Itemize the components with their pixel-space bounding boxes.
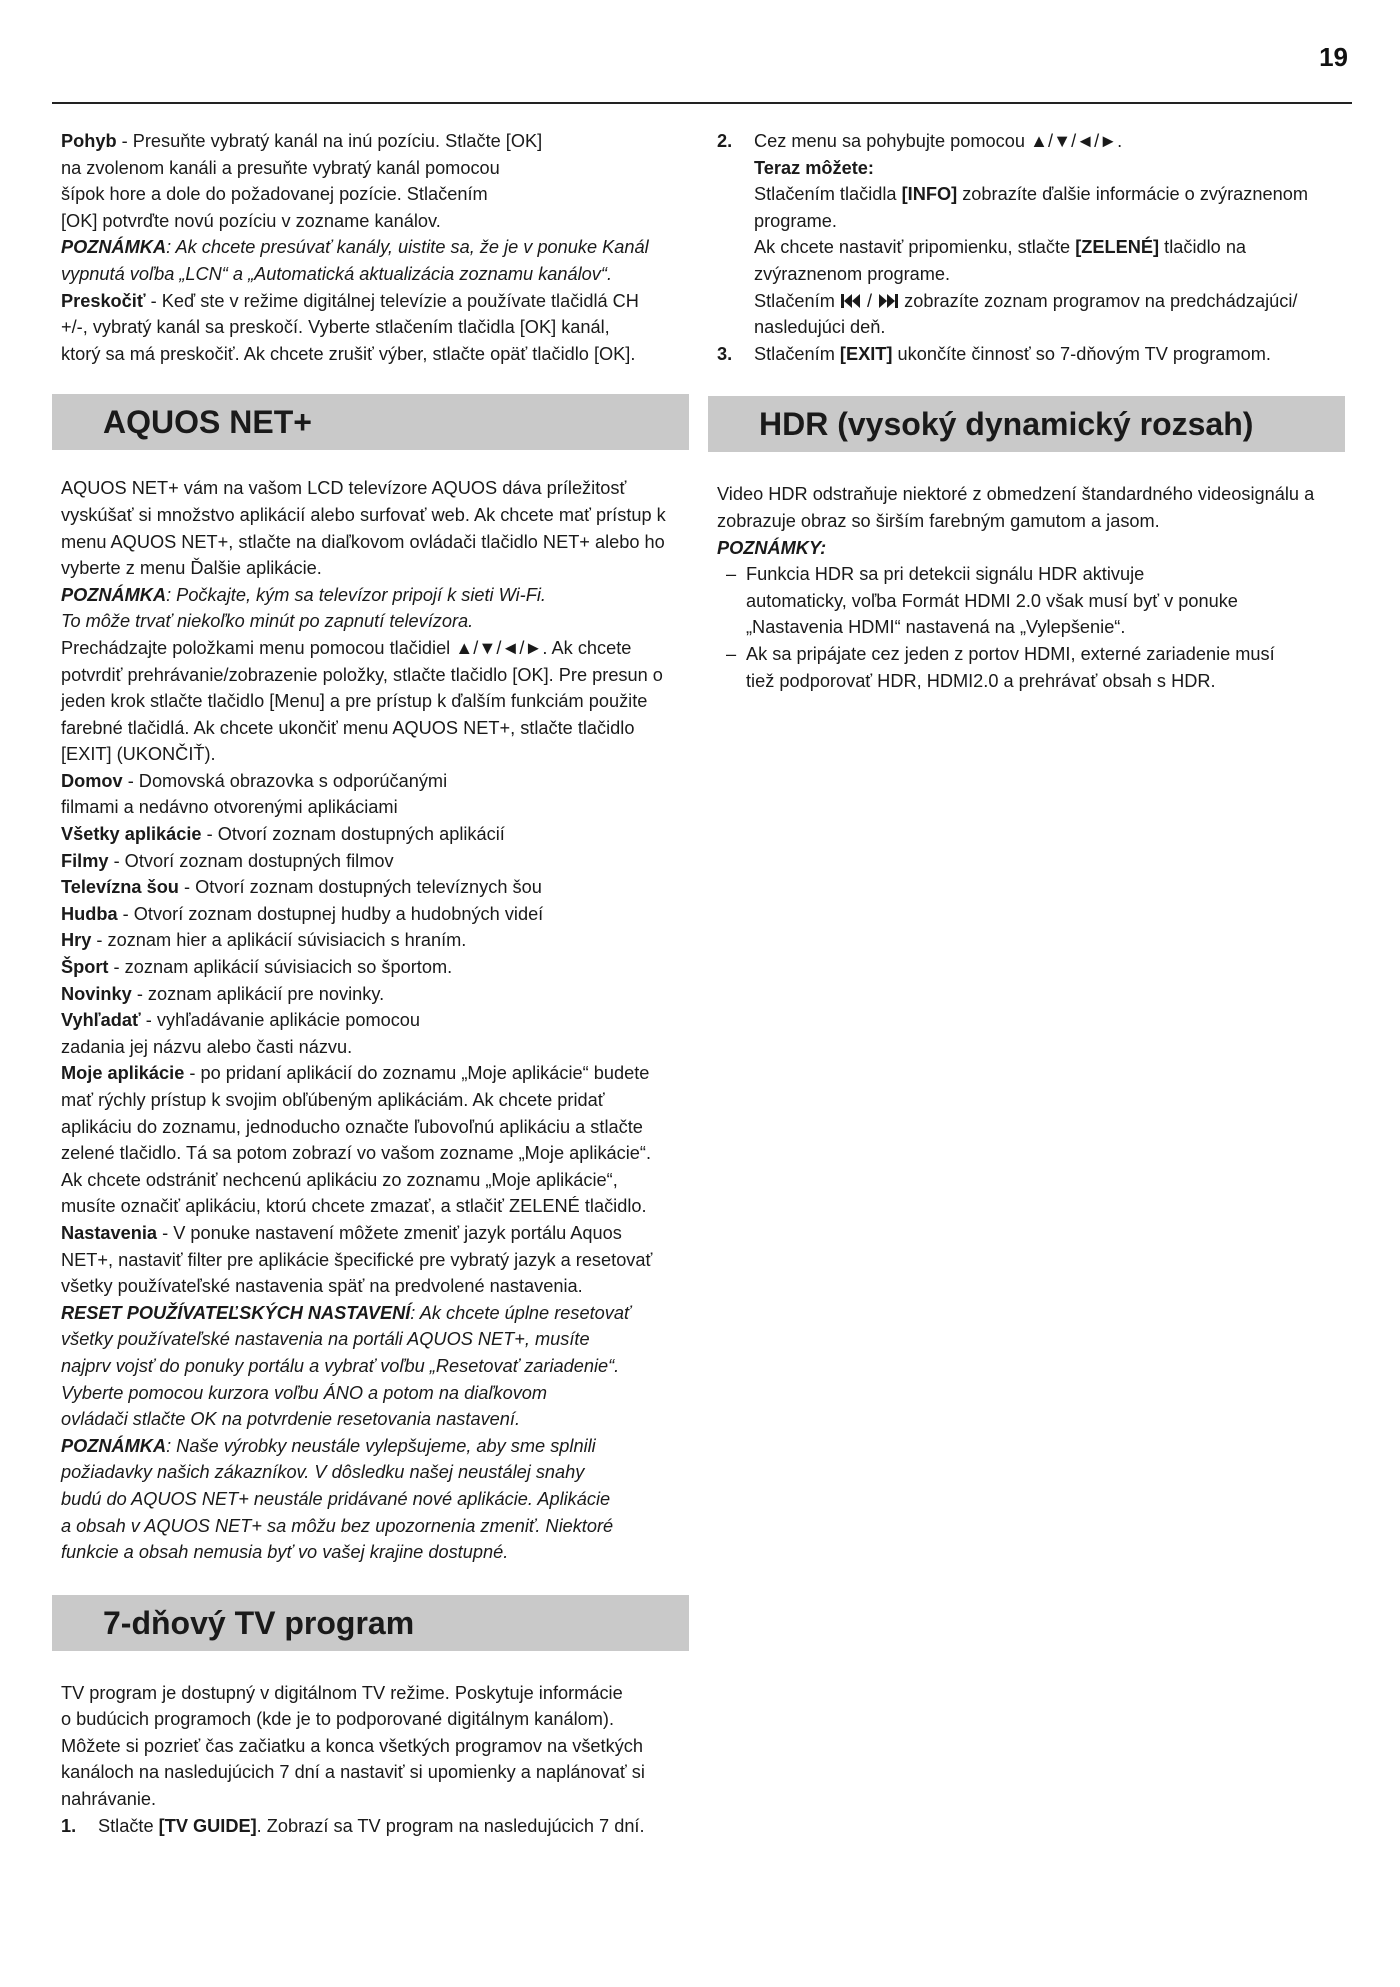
- body-text: ktorý sa má preskočiť. Ak chcete zrušiť výber, stlačte opäť tlačidlo [OK].: [61, 343, 636, 364]
- tv-guide-key-label: [TV GUIDE]: [158, 1815, 257, 1836]
- body-text: - Otvorí zoznam dostupných aplikácií: [201, 824, 505, 845]
- text-line: [61, 1300, 689, 1327]
- bold-term: Hudba: [61, 903, 118, 924]
- step-text: Stlačením tlačidla: [754, 184, 902, 205]
- note-label: POZNÁMKA: [61, 1435, 167, 1456]
- bold-term: Domov: [61, 770, 123, 791]
- text-line: [61, 1273, 689, 1300]
- text-line: [61, 981, 689, 1008]
- step-number: 2.: [717, 131, 733, 151]
- step-text: ukončíte činnosť so 7-dňovým TV programom.: [892, 343, 1271, 364]
- note-label: POZNÁMKA: [61, 237, 167, 258]
- body-text: kanáloch na nasledujúcich 7 dní a nastaviť si upomienky a naplánovať si: [61, 1762, 645, 1783]
- note-text: : Ak chcete úplne resetovať: [410, 1302, 631, 1323]
- body-text: musíte označiť aplikáciu, ktorú chcete zmazať, a stlačiť ZELENÉ tlačidlo.: [61, 1196, 647, 1217]
- text-line: [61, 901, 689, 928]
- bold-term: Hry: [61, 930, 92, 951]
- skip-previous-icon: [840, 292, 862, 310]
- step-text: Stlačte: [98, 1815, 159, 1836]
- text-line: [61, 768, 689, 795]
- text-line: [61, 848, 689, 875]
- body-text: - V ponuke nastavení môžete zmeniť jazyk portálu Aquos: [157, 1222, 622, 1243]
- dash-bullet: –: [726, 564, 737, 585]
- hdr-title: HDR (vysoký dynamický rozsah): [759, 406, 1254, 443]
- body-text: vyskúšať si množstvo aplikácií alebo surfovať web. Ak chcete mať prístup k: [61, 504, 666, 525]
- body-text: Ak chcete odstrániť nechcenú aplikáciu zo zoznamu „Moje aplikácie“,: [61, 1169, 618, 1190]
- text-line: [61, 261, 689, 288]
- step-text: /: [861, 290, 878, 311]
- aquos-net-section-header: [52, 394, 689, 450]
- text-line: [61, 1680, 689, 1707]
- body-text: na zvolenom kanáli a presuňte vybratý kanál pomocou: [61, 157, 500, 178]
- body-text: všetky používateľské nastavenia späť na predvolené nastavenia.: [61, 1276, 583, 1297]
- text-line: [61, 1706, 689, 1733]
- text-line: [61, 1114, 689, 1141]
- text-line: [61, 608, 689, 635]
- body-text: - Otvorí zoznam dostupných televíznych šou: [178, 877, 542, 898]
- body-text: +/-, vybratý kanál sa preskočí. Vyberte stlačením tlačidla [OK] kanál,: [61, 317, 610, 338]
- text-line: [61, 1247, 689, 1274]
- skip-next-icon: [877, 292, 899, 310]
- green-key-label: [ZELENÉ]: [1075, 237, 1160, 258]
- text-line: [61, 1060, 689, 1087]
- step-text: programe.: [754, 210, 837, 231]
- text-line: [61, 502, 689, 529]
- bold-term: Všetky aplikácie: [61, 824, 202, 845]
- exit-key-label: [EXIT]: [839, 343, 893, 364]
- epg-body: [52, 1680, 689, 1813]
- header-rule: [52, 102, 1352, 104]
- body-text: mať rýchly prístup k svojim obľúbeným aplikáciám. Ak chcete pridať: [61, 1090, 605, 1110]
- text-line: [61, 155, 689, 182]
- body-text: - po pridaní aplikácií do zoznamu „Moje aplikácie“ budete: [184, 1063, 650, 1084]
- step-text: Ak chcete nastaviť pripomienku, stlačte: [754, 237, 1076, 258]
- text-line: [61, 1193, 689, 1220]
- body-text: menu AQUOS NET+, stlačte na diaľkovom ovládači tlačidlo NET+ alebo ho: [61, 531, 665, 552]
- body-text: [EXIT] (UKONČIŤ).: [61, 744, 216, 765]
- bold-term: Novinky: [61, 983, 132, 1004]
- text-line: [61, 555, 689, 582]
- text-line: [61, 1220, 689, 1247]
- note-text: a obsah v AQUOS NET+ sa môžu bez upozornenia zmeniť. Niektoré: [61, 1515, 614, 1536]
- hdr-intro-line: Video HDR odstraňuje niektoré z obmedzení štandardného videosignálu a: [717, 484, 1315, 505]
- note-label: RESET POUŽÍVATEĽSKÝCH NASTAVENÍ: [61, 1302, 411, 1323]
- note-text: : Naše výrobky neustále vylepšujeme, aby sme splnili: [166, 1435, 596, 1456]
- note-text: ovládači stlačte OK na potvrdenie resetovania nastavení.: [61, 1409, 521, 1430]
- body-text: - Keď ste v režime digitálnej televízie a používate tlačidlá CH: [145, 290, 639, 311]
- text-line: [61, 715, 689, 742]
- text-line: [61, 927, 689, 954]
- note-text: tiež podporovať HDR, HDMI2.0 a prehrávať obsah s HDR.: [746, 670, 1216, 691]
- text-line: [61, 662, 689, 689]
- text-line: [61, 635, 689, 662]
- text-line: [61, 1007, 689, 1034]
- text-line: [61, 314, 689, 341]
- step-text: nasledujúci deň.: [754, 317, 886, 338]
- text-line: [61, 208, 689, 235]
- body-text: zelené tlačidlo. Tá sa potom zobrazí vo vašom zozname „Moje aplikácie“.: [61, 1143, 652, 1164]
- left-column: [52, 128, 689, 1839]
- text-line: [61, 1759, 689, 1786]
- text-line: [61, 1513, 689, 1540]
- text-line: [61, 288, 689, 315]
- step-subheading: Teraz môžete:: [754, 157, 874, 178]
- step-text: zobrazíte zoznam programov na predchádzajúci/: [899, 290, 1298, 311]
- hdr-note-1: [726, 561, 1345, 641]
- step-text: . Zobrazí sa TV program na nasledujúcich 7 dní.: [256, 1815, 645, 1836]
- bold-term: Nastavenia: [61, 1222, 158, 1243]
- aquos-net-title: AQUOS NET+: [103, 404, 312, 441]
- note-text: : Ak chcete presúvať kanály, uistite sa, že je v ponuke Kanál: [166, 237, 649, 258]
- bold-term: Pohyb: [61, 131, 117, 151]
- body-text: o budúcich programoch (kde je to podporované digitálnym kanálom).: [61, 1709, 615, 1730]
- note-text: Vyberte pomocou kurzora voľbu ÁNO a potom na diaľkovom: [61, 1382, 548, 1403]
- epg-step-3: [717, 341, 1345, 368]
- body-text: potvrdiť prehrávanie/zobrazenie položky, stlačte tlačidlo [OK]. Pre presun o: [61, 664, 663, 685]
- text-line: [61, 1140, 689, 1167]
- body-text: [OK] potvrďte novú pozíciu v zozname kanálov.: [61, 210, 441, 231]
- body-text: - zoznam aplikácií súvisiacich so športom.: [108, 957, 453, 978]
- text-line: [61, 1486, 689, 1513]
- note-text: To môže trvať niekoľko minút po zapnutí televízora.: [61, 611, 474, 632]
- step-text: tlačidlo na: [1159, 237, 1247, 258]
- hdr-section-header: [708, 396, 1345, 452]
- step-text: Stlačením: [754, 343, 840, 364]
- text-line: [61, 874, 689, 901]
- step-text: zvýraznenom programe.: [754, 263, 951, 284]
- body-text: vyberte z menu Ďalšie aplikácie.: [61, 558, 322, 579]
- note-text: všetky používateľské nastavenia na portáli AQUOS NET+, musíte: [61, 1329, 590, 1350]
- body-text: Môžete si pozrieť čas začiatku a konca všetkých programov na všetkých: [61, 1735, 643, 1756]
- text-line: [61, 688, 689, 715]
- text-line: [61, 128, 689, 155]
- text-line: [61, 741, 689, 768]
- body-text: - zoznam aplikácií pre novinky.: [131, 983, 385, 1004]
- note-text: Ak sa pripájate cez jeden z portov HDMI, externé zariadenie musí: [746, 643, 1275, 664]
- dash-bullet: –: [726, 643, 737, 664]
- aquos-net-body: [52, 475, 689, 1565]
- text-line: [61, 1353, 689, 1380]
- text-line: [61, 1459, 689, 1486]
- body-text: zadania jej názvu alebo časti názvu.: [61, 1036, 353, 1057]
- bold-term: Filmy: [61, 850, 109, 871]
- note-label: POZNÁMKA: [61, 584, 167, 605]
- note-text: Funkcia HDR sa pri detekcii signálu HDR aktivuje: [746, 564, 1145, 585]
- body-text: nahrávanie.: [61, 1789, 157, 1810]
- body-text: filmami a nedávno otvorenými aplikáciami: [61, 797, 398, 818]
- text-line: [61, 1034, 689, 1061]
- epg-title: 7-dňový TV program: [103, 1604, 415, 1641]
- body-text: - Otvorí zoznam dostupnej hudby a hudobných videí: [117, 903, 544, 924]
- step-number: 1.: [61, 1815, 77, 1836]
- body-text: - zoznam hier a aplikácií súvisiacich s hraním.: [91, 930, 467, 951]
- text-line: [61, 1326, 689, 1353]
- note-text: budú do AQUOS NET+ neustále pridávané nové aplikácie. Aplikácie: [61, 1488, 611, 1509]
- hdr-intro-line: zobrazuje obraz so širším farebným gamutom a jasom.: [717, 510, 1160, 531]
- body-text: - Domovská obrazovka s odporúčanými: [122, 770, 448, 791]
- step-text: zobrazíte ďalšie informácie o zvýraznenom: [957, 184, 1308, 205]
- text-line: [61, 341, 689, 368]
- text-line: [61, 582, 689, 609]
- text-line: [61, 181, 689, 208]
- step-text: Cez menu sa pohybujte pomocou ▲/▼/◄/►.: [754, 131, 1123, 151]
- note-text: požiadavky našich zákazníkov. V dôsledku našej neustálej snahy: [61, 1462, 585, 1483]
- bold-term: Preskočiť: [61, 290, 146, 311]
- body-text: - Presuňte vybratý kanál na inú pozíciu. Stlačte [OK]: [116, 131, 543, 151]
- note-text: najprv vojsť do ponuky portálu a vybrať voľbu „Resetovať zariadenie“.: [61, 1355, 620, 1376]
- note-text: automaticky, voľba Formát HDMI 2.0 však musí byť v ponuke: [746, 590, 1238, 611]
- hdr-notes-label: POZNÁMKY:: [717, 537, 827, 558]
- info-key-label: [INFO]: [901, 184, 958, 205]
- bold-term: Vyhľadať: [61, 1010, 141, 1031]
- text-line: [61, 794, 689, 821]
- text-line: [61, 821, 689, 848]
- epg-step-2: [717, 128, 1345, 341]
- text-line: [61, 234, 689, 261]
- step-text: Stlačením: [754, 290, 840, 311]
- text-line: [61, 1167, 689, 1194]
- text-line: [61, 1786, 689, 1813]
- text-line: [61, 1539, 689, 1566]
- text-line: [61, 1380, 689, 1407]
- text-line: [61, 1433, 689, 1460]
- text-line: [61, 1733, 689, 1760]
- body-text: Prechádzajte položkami menu pomocou tlačidiel ▲/▼/◄/►. Ak chcete: [61, 637, 632, 658]
- body-text: aplikáciu do zoznamu, jednoducho označte ľubovoľnú aplikáciu a stlačte: [61, 1116, 643, 1137]
- text-line: [61, 954, 689, 981]
- channel-edit-paragraph: [52, 128, 689, 367]
- hdr-note-2: [726, 641, 1345, 694]
- body-text: - vyhľadávanie aplikácie pomocou: [140, 1010, 421, 1031]
- right-column: [708, 128, 1345, 694]
- text-line: [61, 1406, 689, 1433]
- epg-section-header: [52, 1595, 689, 1651]
- text-line: [61, 529, 689, 556]
- note-text: vypnutá voľba „LCN“ a „Automatická aktualizácia zoznamu kanálov“.: [61, 263, 612, 284]
- page-number: 19: [1319, 42, 1348, 72]
- body-text: TV program je dostupný v digitálnom TV režime. Poskytuje informácie: [61, 1682, 623, 1703]
- bold-term: Televízna šou: [61, 877, 179, 898]
- body-text: farebné tlačidlá. Ak chcete ukončiť menu AQUOS NET+, stlačte tlačidlo: [61, 717, 635, 738]
- body-text: AQUOS NET+ vám na vašom LCD televízore AQUOS dáva príležitosť: [61, 478, 627, 499]
- step-number: 3.: [717, 343, 733, 364]
- note-text: funkcie a obsah nemusia byť vo vašej krajine dostupné.: [61, 1542, 509, 1563]
- hdr-body: [708, 481, 1345, 694]
- epg-step-1: [61, 1813, 689, 1840]
- body-text: - Otvorí zoznam dostupných filmov: [108, 850, 394, 871]
- body-text: NET+, nastaviť filter pre aplikácie špecifické pre vybratý jazyk a resetovať: [61, 1249, 653, 1270]
- note-text: „Nastavenia HDMI“ nastavená na „Vylepšenie“.: [746, 617, 1126, 638]
- bold-term: Šport: [61, 957, 109, 978]
- body-text: šípok hore a dole do požadovanej pozície. Stlačením: [61, 184, 488, 205]
- body-text: jeden krok stlačte tlačidlo [Menu] a pre prístup k ďalším funkciám použite: [61, 691, 648, 712]
- text-line: [61, 475, 689, 502]
- text-line: [61, 1087, 689, 1114]
- bold-term: Moje aplikácie: [61, 1063, 185, 1084]
- note-text: : Počkajte, kým sa televízor pripojí k sieti Wi-Fi.: [166, 584, 546, 605]
